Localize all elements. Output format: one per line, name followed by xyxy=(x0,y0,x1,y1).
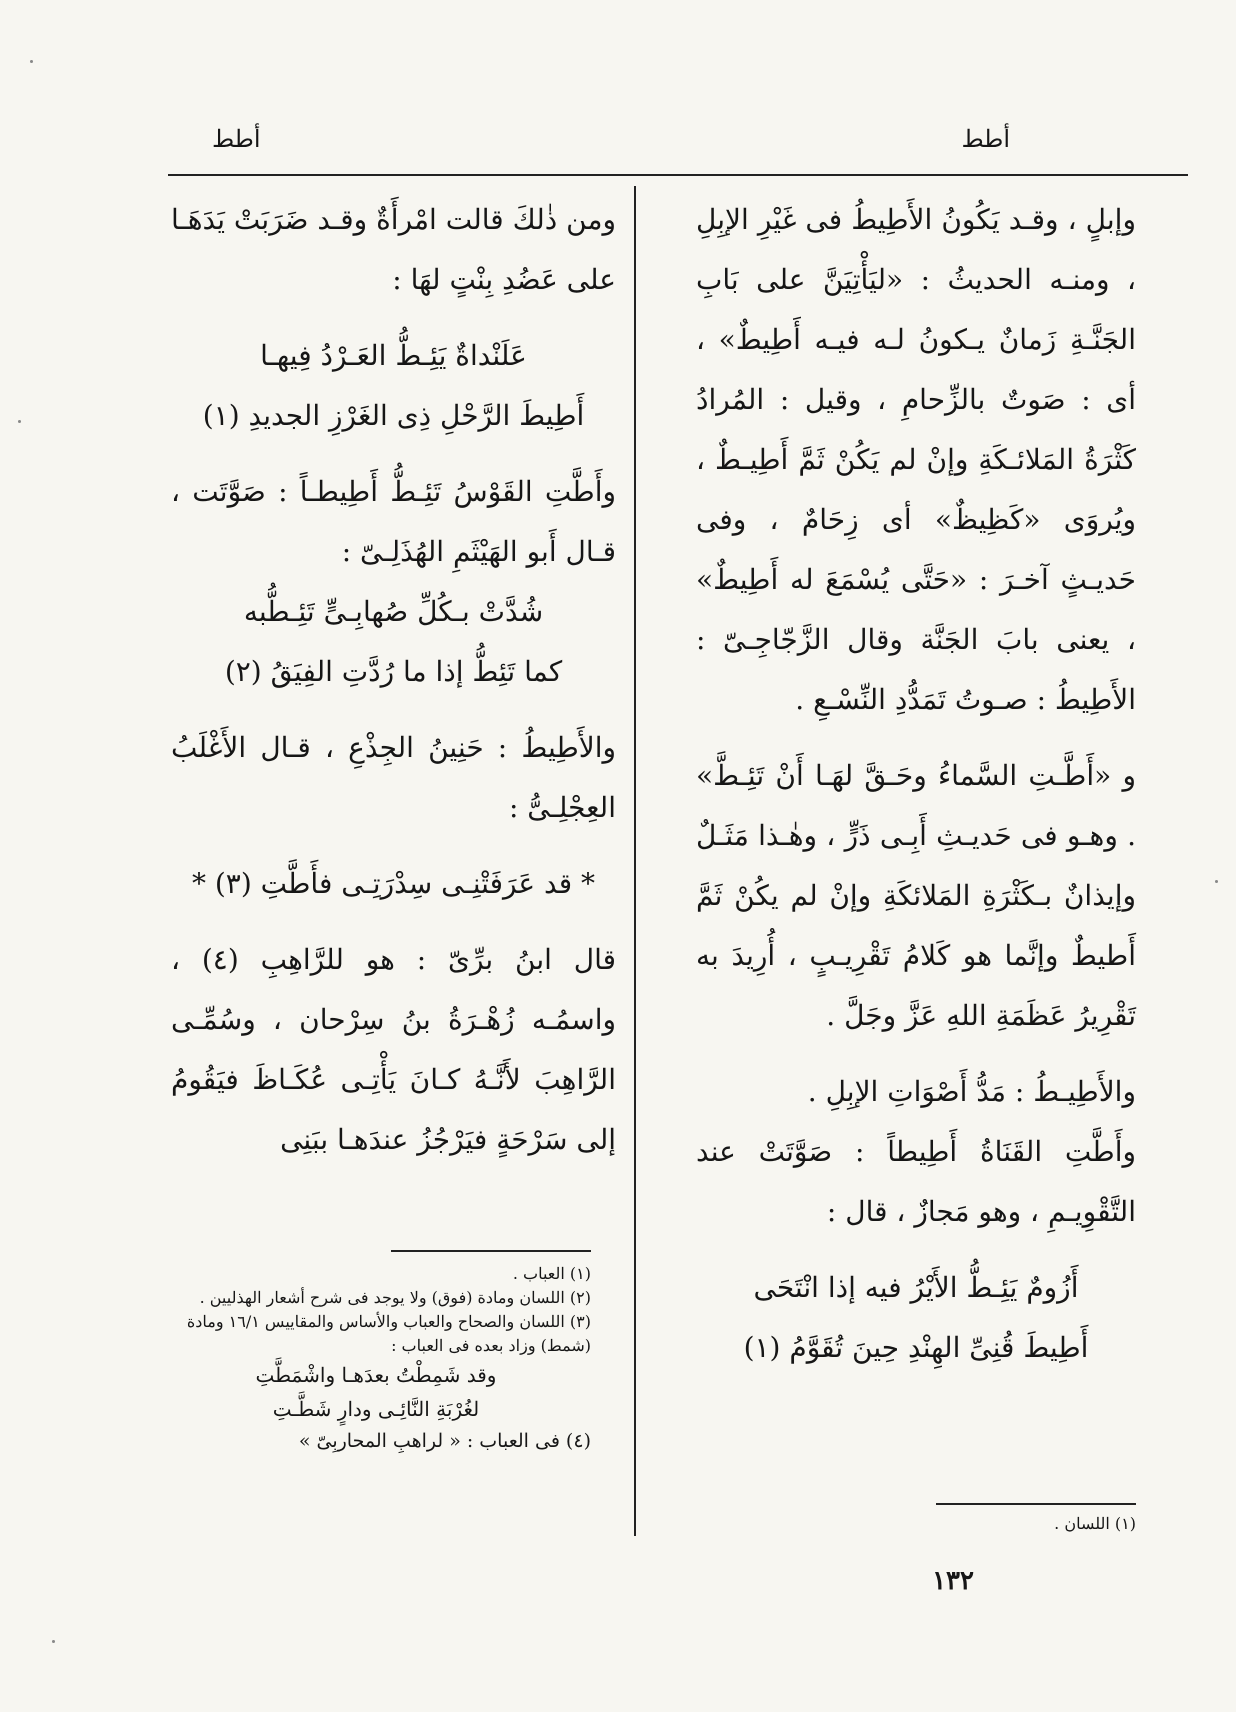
footnote-rule xyxy=(391,1250,591,1252)
page-number: ١٣٢ xyxy=(932,1566,974,1596)
verse-line: أَطِيطَ الرَّحْلِ ذِى الغَرْزِ الجديدِ (١) xyxy=(202,399,585,432)
paragraph: والأَطِيـطُ : مَدُّ أَصْوَاتِ الإبِلِ . xyxy=(807,1075,1136,1108)
paragraph: والأَطِيطُ : حَنِينُ الجِذْعِ ، قـال الأَغْلَبُ العِجْلِـىُّ : xyxy=(171,731,616,824)
verse-line: أَطِيطَ قُنِىِّ الهِنْدِ حِينَ تُقَوَّمُ (١) xyxy=(743,1331,1089,1364)
footnote: (١) العباب . xyxy=(512,1264,591,1283)
paragraph: قال ابنُ برِّىّ : هو للرَّاهِبِ (٤) ، واسمُـه زُهْـرَةُ بنُ سِرْحان ، وسُمِّـى الرَّاهِبَ لأَنَّـهُ كـانَ يَأْتِـى عُكَـاظَ فيَقُومُ إلى سَرْحَةٍ فيَرْجُزُ عندَهـا ببَنِى xyxy=(171,943,616,1156)
footnote: (١) اللسان . xyxy=(1054,1514,1136,1533)
paragraph: و «أَطَّـتِ السَّماءُ وحَـقَّ لهَـا أَنْ تَئِـطَّ» . وهـو فى حَديـثِ أَبِـى ذَرٍّ ، وهٰـذا مَثَـلٌ وإيذانٌ بـكَثْرَةِ المَلائكَةِ وإنْ لم يكُنْ ثَمَّ أَطيطٌ وإنَّما هو كَلامُ تَقْرِيـبٍ ، أُرِيدَ به تَقْرِيرُ عَظَمَةِ اللهِ عَزَّ وجَلَّ . xyxy=(696,759,1136,1032)
verse-line: أَزُومٌ يَئِـطُّ الأَيْرُ فيه إذا انْتَحَى xyxy=(753,1271,1079,1304)
paragraph: وأَطَّتِ القَنَاةُ أَطِيطاً : صَوَّتَتْ عند التَّقْوِيـمِ ، وهو مَجازٌ ، قال : xyxy=(696,1135,1136,1228)
paragraph: وأَطَّتِ القَوْسُ تَئِـطُّ أَطِيطـاً : صَوَّتَت ، قـال أَبو الهَيْثَمِ الهُذَلِـىّ : xyxy=(171,475,616,568)
verse-line: كما تَئِطُّ إذا ما رُدَّتِ الفِيَقُ (٢) xyxy=(224,655,563,688)
paragraph: ومن ذٰلكَ قالت امْرأَةٌ وقـد ضَرَبَتْ يَدَهَـا على عَضُدِ بِنْتٍ لهَا : xyxy=(171,203,616,296)
footnote: (٢) اللسان ومادة (فوق) ولا يوجد فى شرح أشعار الهذليين . xyxy=(199,1288,591,1307)
paragraph: وإبلٍ ، وقـد يَكُونُ الأَطِيطُ فى غَيْرِ الإبِلِ ، ومنـه الحديثُ : «ليَأْتِيَنَّ على بَابِ الجَنَّـةِ زَمانٌ يـكونُ لـه فيـه أَطِيطٌ» ، أى : صَوتٌ بالزِّحامِ ، وقيل : المُرادُ كَثْرَةُ المَلائـكَةِ وإنْ لم يَكُنْ ثَمَّ أَطِيـطٌ ، ويُروَى «كَظِيظٌ» أى زِحَامٌ ، وفى حَديـثٍ آخـرَ : «حَتَّى يُسْمَعَ له أَطِيطٌ» ، يعنى بابَ الجَنَّة وقال الزَّجّاجِـىّ : الأَطِيطُ : صـوتُ تَمَدُّدِ النِّسْـعِ . xyxy=(696,203,1136,716)
footnotes-left xyxy=(161,1262,591,1456)
footnotes-right xyxy=(936,1512,1136,1536)
running-header-right: أطط xyxy=(961,125,1010,153)
scan-speck xyxy=(52,1640,55,1643)
footnote-verse: لغُرْبَةِ النَّائِـى ودارٍ شَطَّـتِ xyxy=(272,1397,480,1421)
scan-speck xyxy=(1215,880,1218,883)
scan-speck xyxy=(30,60,33,63)
header-rule xyxy=(168,174,1188,176)
footnote-rule xyxy=(936,1503,1136,1505)
left-column xyxy=(171,190,616,1170)
footnote-verse: وقد شَمِطْتُ بعدَهـا واشْمَطَّتِ xyxy=(255,1363,497,1387)
verse-line: شُدَّتْ بـكُلِّ صُهابِـىٍّ تَئِـطُّبه xyxy=(243,595,544,628)
footnote: (٣) اللسان والصحاح والعباب والأساس والمقاييس ١٦/١ ومادة (شمط) وزاد بعده فى العباب : xyxy=(186,1312,591,1355)
scan-speck xyxy=(18,420,21,423)
verse-line: عَلَنْداةٌ يَئِـطُّ العَـرْدُ فِيهـا xyxy=(260,339,527,372)
running-header-left: أطط xyxy=(212,125,261,153)
footnote: (٤) فى العباب : « لراهبِ المحاربِىّ » xyxy=(298,1430,591,1452)
verse-line: * قد عَرَفَتْنِـى سِدْرَتِـى فأَطَّتِ (٣) * xyxy=(191,867,596,900)
right-column xyxy=(696,190,1136,1378)
column-divider xyxy=(634,186,636,1536)
